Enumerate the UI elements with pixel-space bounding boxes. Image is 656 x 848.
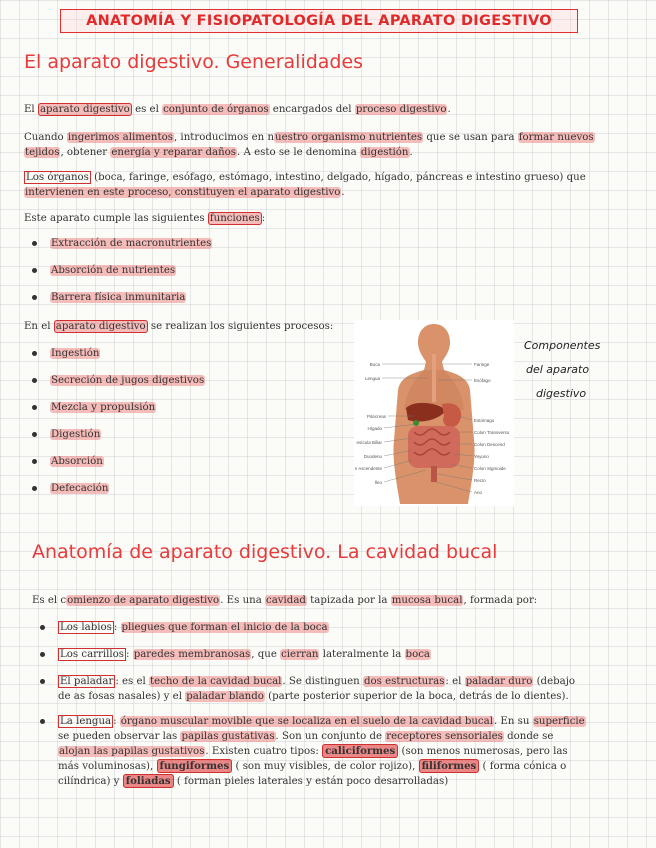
handwritten-side-note: Componentes del aparato digestivo — [524, 339, 601, 400]
figure-label: Colon Transverso — [474, 430, 510, 435]
list-item: Absorción de nutrientes — [28, 263, 212, 278]
list-item: Mezcla y propulsión — [28, 400, 205, 415]
list-item: Los carrillos : paredes membranosas, que cierran lateralmente la boca — [36, 647, 626, 662]
paragraph-cavidad-intro: Es el comienzo de aparato digestivo. Es una cavidad tapizada por la mucosa bucal, formada por: — [32, 595, 538, 606]
figure-label: Yeyuno — [474, 454, 489, 459]
figure-label: esícula Biliar — [356, 440, 382, 445]
list-item: Absorción — [28, 454, 205, 469]
list-item: Defecación — [28, 481, 205, 496]
section-heading-generalidades: El aparato digestivo. Generalidades — [24, 51, 364, 73]
list-item: El paladar : es el techo de la cavidad bucal. Se distinguen dos estructuras: el paladar duro (debajo de as fosas nasales) y el paladar blando (parte posterior superior de la boca, detrás de lo dientes). — [36, 674, 626, 704]
page-title: ANATOMÍA Y FISIOPATOLOGÍA DEL APARATO DIGESTIVO — [60, 9, 578, 33]
processes-list — [28, 346, 205, 496]
section-heading-cavidad-bucal: Anatomía de aparato digestivo. La cavidad bucal — [32, 541, 498, 563]
figure-label: Lengua — [364, 376, 380, 381]
figure-label: Esófago — [474, 378, 491, 383]
figure-label: Ano — [474, 490, 483, 495]
paragraph-digestion: Cuando ingerimos alimentos, introducimos en nuestro organismo nutrientes que se usan para formar nuevos tejidos, obtener energía y reparar daños. A esto se le denomina digestión. — [24, 132, 594, 158]
figure-label: Estómago — [474, 418, 495, 423]
figure-label: Faringe — [474, 362, 490, 367]
list-item: Digestión — [28, 427, 205, 442]
figure-label: Colon Descend — [474, 442, 505, 447]
cavidad-bucal-list — [36, 620, 626, 789]
paragraph-functions-intro: Este aparato cumple las siguientes funciones : — [24, 213, 266, 224]
list-item: Barrera física inmunitaria — [28, 290, 212, 305]
paragraph-organs: Los órganos (boca, faringe, esófago, estómago, intestino, delgado, hígado, páncreas e intestino grueso) que intervienen en este proceso, constituyen el aparato digestivo. — [25, 172, 586, 198]
figure-label: Páncreas — [366, 414, 386, 419]
figure-label: Duodeno — [363, 454, 382, 459]
figure-label: Hígado — [367, 426, 382, 431]
paragraph-definition: El aparato digestivo es el conjunto de órganos encargados del proceso digestivo. — [24, 104, 451, 115]
list-item: Secreción de jugos digestivos — [28, 373, 205, 388]
figure-label: Íleo — [374, 480, 382, 485]
digestive-system-figure — [354, 320, 514, 506]
figure-label: n Ascendente — [354, 466, 382, 471]
figure-label: Recto — [474, 478, 486, 483]
list-item: La lengua : órgano muscular movible que se localiza en el suelo de la cavidad bucal. En su superficie se pueden observar las papilas gustativas. Son un conjunto de receptores sensoriales donde se alojan las papilas gustativos. Existen cuatro tipos: caliciformes (son menos numerosas, pero las más voluminosas), fungiformes ( son muy visibles, de color rojizo), filiformes ( forma cónica o cilíndrica) y foliadas ( forman pieles laterales y están poco desarrolladas) — [36, 714, 626, 789]
figure-label: Colon Sigmoide — [474, 466, 506, 471]
paragraph-processes-intro: En el aparato digestivo se realizan los siguientes procesos: — [24, 321, 334, 332]
figure-label: Boca — [369, 362, 380, 367]
functions-list — [28, 236, 212, 305]
list-item: Los labios : pliegues que forman el inicio de la boca — [36, 620, 626, 635]
list-item: Ingestión — [28, 346, 205, 361]
list-item: Extracción de macronutrientes — [28, 236, 212, 251]
